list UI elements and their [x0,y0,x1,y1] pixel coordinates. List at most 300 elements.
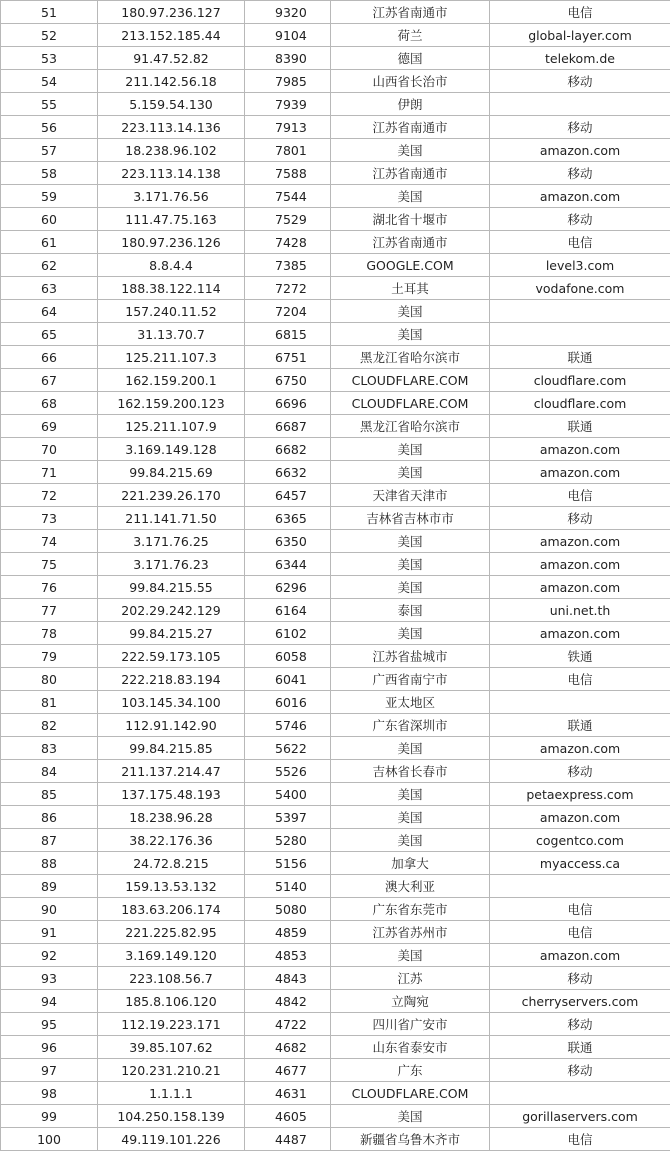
count-cell: 5080 [245,898,331,921]
ip-cell: 112.19.223.171 [98,1013,245,1036]
rank-cell: 88 [1,852,98,875]
isp-cell: amazon.com [490,139,670,162]
ip-cell: 202.29.242.129 [98,599,245,622]
rank-cell: 84 [1,760,98,783]
ip-cell: 180.97.236.126 [98,231,245,254]
location-cell: 江苏省南通市 [331,231,490,254]
isp-cell: amazon.com [490,944,670,967]
count-cell: 6365 [245,507,331,530]
rank-cell: 71 [1,461,98,484]
table-row [1,438,670,461]
count-cell: 6750 [245,369,331,392]
rank-cell: 74 [1,530,98,553]
table-row [1,139,670,162]
isp-cell: 移动 [490,967,670,990]
location-cell: 天津省天津市 [331,484,490,507]
count-cell: 6344 [245,553,331,576]
ip-cell: 183.63.206.174 [98,898,245,921]
count-cell: 5622 [245,737,331,760]
table-row [1,530,670,553]
count-cell: 7428 [245,231,331,254]
location-cell: 美国 [331,576,490,599]
rank-cell: 65 [1,323,98,346]
ip-cell: 8.8.4.4 [98,254,245,277]
ip-cell: 1.1.1.1 [98,1082,245,1105]
count-cell: 6041 [245,668,331,691]
rank-cell: 55 [1,93,98,116]
count-cell: 9104 [245,24,331,47]
rank-cell: 81 [1,691,98,714]
location-cell: 加拿大 [331,852,490,875]
count-cell: 6296 [245,576,331,599]
isp-cell: uni.net.th [490,599,670,622]
location-cell: 美国 [331,323,490,346]
count-cell: 5280 [245,829,331,852]
table-row [1,1013,670,1036]
isp-cell: 铁通 [490,645,670,668]
rank-cell: 52 [1,24,98,47]
rank-cell: 67 [1,369,98,392]
isp-cell: amazon.com [490,553,670,576]
count-cell: 4682 [245,1036,331,1059]
count-cell: 6164 [245,599,331,622]
isp-cell: amazon.com [490,461,670,484]
isp-cell: 移动 [490,760,670,783]
table-body [1,1,670,1151]
location-cell: CLOUDFLARE.COM [331,392,490,415]
table-row [1,737,670,760]
rank-cell: 60 [1,208,98,231]
count-cell: 6102 [245,622,331,645]
rank-cell: 86 [1,806,98,829]
ip-cell: 31.13.70.7 [98,323,245,346]
ip-cell: 99.84.215.27 [98,622,245,645]
isp-cell [490,1082,670,1105]
location-cell: 江苏省南通市 [331,116,490,139]
ip-cell: 222.59.173.105 [98,645,245,668]
ip-cell: 211.141.71.50 [98,507,245,530]
table-row [1,231,670,254]
isp-cell [490,691,670,714]
table-row [1,921,670,944]
ip-cell: 188.38.122.114 [98,277,245,300]
table-row [1,553,670,576]
rank-cell: 89 [1,875,98,898]
table-row [1,806,670,829]
count-cell: 4631 [245,1082,331,1105]
ip-cell: 185.8.106.120 [98,990,245,1013]
isp-cell: amazon.com [490,185,670,208]
ip-cell: 211.142.56.18 [98,70,245,93]
table-row [1,668,670,691]
ip-cell: 49.119.101.226 [98,1128,245,1151]
isp-cell: amazon.com [490,576,670,599]
ip-cell: 104.250.158.139 [98,1105,245,1128]
location-cell: 广西省南宁市 [331,668,490,691]
isp-cell: 联通 [490,346,670,369]
rank-cell: 53 [1,47,98,70]
ip-cell: 125.211.107.9 [98,415,245,438]
ip-cell: 213.152.185.44 [98,24,245,47]
rank-cell: 76 [1,576,98,599]
rank-cell: 79 [1,645,98,668]
location-cell: 吉林省长春市 [331,760,490,783]
table-row [1,208,670,231]
count-cell: 7385 [245,254,331,277]
rank-cell: 87 [1,829,98,852]
table-row [1,47,670,70]
rank-cell: 51 [1,1,98,24]
location-cell: CLOUDFLARE.COM [331,1082,490,1105]
table-row [1,162,670,185]
rank-cell: 69 [1,415,98,438]
location-cell: 美国 [331,530,490,553]
rank-cell: 91 [1,921,98,944]
ip-cell: 162.159.200.1 [98,369,245,392]
table-row [1,346,670,369]
isp-cell: petaexpress.com [490,783,670,806]
ip-cell: 3.171.76.23 [98,553,245,576]
table-row [1,369,670,392]
isp-cell: 电信 [490,484,670,507]
ip-cell: 18.238.96.28 [98,806,245,829]
count-cell: 7544 [245,185,331,208]
table-row [1,461,670,484]
isp-cell: amazon.com [490,622,670,645]
isp-cell: 电信 [490,1,670,24]
count-cell: 6058 [245,645,331,668]
location-cell: 江苏省苏州市 [331,921,490,944]
rank-cell: 92 [1,944,98,967]
count-cell: 5140 [245,875,331,898]
location-cell: 美国 [331,829,490,852]
isp-cell [490,875,670,898]
isp-cell: amazon.com [490,530,670,553]
count-cell: 4859 [245,921,331,944]
isp-cell: cloudflare.com [490,369,670,392]
isp-cell: cherryservers.com [490,990,670,1013]
rank-cell: 83 [1,737,98,760]
location-cell: 立陶宛 [331,990,490,1013]
table-row [1,116,670,139]
location-cell: 美国 [331,737,490,760]
count-cell: 4677 [245,1059,331,1082]
table-row [1,691,670,714]
location-cell: 美国 [331,553,490,576]
ip-cell: 159.13.53.132 [98,875,245,898]
rank-cell: 64 [1,300,98,323]
table-row [1,1128,670,1151]
rank-cell: 63 [1,277,98,300]
count-cell: 7204 [245,300,331,323]
location-cell: 广东省东莞市 [331,898,490,921]
table-row [1,852,670,875]
ip-cell: 221.239.26.170 [98,484,245,507]
rank-cell: 58 [1,162,98,185]
table-row [1,323,670,346]
rank-cell: 59 [1,185,98,208]
table-row [1,185,670,208]
ip-cell: 3.169.149.120 [98,944,245,967]
isp-cell: 电信 [490,921,670,944]
rank-cell: 99 [1,1105,98,1128]
table-row [1,599,670,622]
table-row [1,415,670,438]
table-row [1,1036,670,1059]
isp-cell: telekom.de [490,47,670,70]
isp-cell: 联通 [490,1036,670,1059]
rank-cell: 77 [1,599,98,622]
count-cell: 5156 [245,852,331,875]
rank-cell: 97 [1,1059,98,1082]
ip-cell: 223.113.14.138 [98,162,245,185]
isp-cell [490,323,670,346]
ip-cell: 24.72.8.215 [98,852,245,875]
location-cell: 美国 [331,622,490,645]
isp-cell: 电信 [490,668,670,691]
location-cell: 泰国 [331,599,490,622]
table-row [1,829,670,852]
ip-cell: 180.97.236.127 [98,1,245,24]
count-cell: 6682 [245,438,331,461]
isp-cell: 移动 [490,1013,670,1036]
rank-cell: 61 [1,231,98,254]
location-cell: 新疆省乌鲁木齐市 [331,1128,490,1151]
count-cell: 4853 [245,944,331,967]
table-row [1,93,670,116]
ip-cell: 38.22.176.36 [98,829,245,852]
count-cell: 7529 [245,208,331,231]
isp-cell: 移动 [490,208,670,231]
count-cell: 5400 [245,783,331,806]
count-cell: 5526 [245,760,331,783]
table-row [1,300,670,323]
location-cell: 美国 [331,461,490,484]
isp-cell: myaccess.ca [490,852,670,875]
count-cell: 4842 [245,990,331,1013]
location-cell: 湖北省十堰市 [331,208,490,231]
count-cell: 7272 [245,277,331,300]
ip-cell: 99.84.215.85 [98,737,245,760]
table-row [1,1082,670,1105]
isp-cell: 移动 [490,1059,670,1082]
ip-cell: 211.137.214.47 [98,760,245,783]
location-cell: 美国 [331,300,490,323]
table-row [1,645,670,668]
count-cell: 5397 [245,806,331,829]
table-row [1,714,670,737]
isp-cell [490,300,670,323]
rank-cell: 57 [1,139,98,162]
ip-cell: 221.225.82.95 [98,921,245,944]
table-row [1,1105,670,1128]
ip-cell: 3.171.76.56 [98,185,245,208]
rank-cell: 68 [1,392,98,415]
rank-cell: 96 [1,1036,98,1059]
ip-cell: 103.145.34.100 [98,691,245,714]
table-row [1,944,670,967]
location-cell: 江苏 [331,967,490,990]
location-cell: 荷兰 [331,24,490,47]
rank-cell: 54 [1,70,98,93]
location-cell: 伊朗 [331,93,490,116]
count-cell: 6457 [245,484,331,507]
rank-cell: 100 [1,1128,98,1151]
ip-cell: 99.84.215.69 [98,461,245,484]
count-cell: 7913 [245,116,331,139]
location-cell: 美国 [331,185,490,208]
isp-cell: amazon.com [490,737,670,760]
isp-cell: gorillaservers.com [490,1105,670,1128]
table-row [1,783,670,806]
table-row [1,484,670,507]
ip-cell: 223.108.56.7 [98,967,245,990]
ip-cell: 137.175.48.193 [98,783,245,806]
location-cell: CLOUDFLARE.COM [331,369,490,392]
rank-cell: 95 [1,1013,98,1036]
table-row [1,1059,670,1082]
isp-cell [490,93,670,116]
rank-cell: 85 [1,783,98,806]
count-cell: 6751 [245,346,331,369]
count-cell: 9320 [245,1,331,24]
rank-cell: 75 [1,553,98,576]
rank-cell: 93 [1,967,98,990]
location-cell: 山东省泰安市 [331,1036,490,1059]
rank-cell: 80 [1,668,98,691]
count-cell: 5746 [245,714,331,737]
isp-cell: global-layer.com [490,24,670,47]
isp-cell: 电信 [490,231,670,254]
location-cell: 黑龙江省哈尔滨市 [331,415,490,438]
isp-cell: 移动 [490,162,670,185]
isp-cell: cogentco.com [490,829,670,852]
table-row [1,898,670,921]
ip-cell: 112.91.142.90 [98,714,245,737]
rank-cell: 62 [1,254,98,277]
location-cell: 江苏省南通市 [331,162,490,185]
rank-cell: 90 [1,898,98,921]
isp-cell: 移动 [490,70,670,93]
ip-cell: 162.159.200.123 [98,392,245,415]
isp-cell: 联通 [490,714,670,737]
location-cell: GOOGLE.COM [331,254,490,277]
ip-cell: 91.47.52.82 [98,47,245,70]
location-cell: 广东 [331,1059,490,1082]
table-row [1,967,670,990]
ip-cell: 39.85.107.62 [98,1036,245,1059]
location-cell: 亚太地区 [331,691,490,714]
count-cell: 4722 [245,1013,331,1036]
isp-cell: 电信 [490,898,670,921]
table-row [1,392,670,415]
rank-cell: 56 [1,116,98,139]
ip-cell: 3.171.76.25 [98,530,245,553]
table-row [1,990,670,1013]
count-cell: 4605 [245,1105,331,1128]
count-cell: 7801 [245,139,331,162]
location-cell: 美国 [331,1105,490,1128]
table-row [1,70,670,93]
isp-cell: 联通 [490,415,670,438]
location-cell: 黑龙江省哈尔滨市 [331,346,490,369]
location-cell: 美国 [331,806,490,829]
count-cell: 6815 [245,323,331,346]
rank-cell: 94 [1,990,98,1013]
location-cell: 美国 [331,944,490,967]
table-row [1,1,670,24]
rank-cell: 70 [1,438,98,461]
table-row [1,277,670,300]
count-cell: 6016 [245,691,331,714]
count-cell: 6696 [245,392,331,415]
ip-cell: 18.238.96.102 [98,139,245,162]
location-cell: 澳大利亚 [331,875,490,898]
location-cell: 山西省长治市 [331,70,490,93]
ip-cell: 157.240.11.52 [98,300,245,323]
ip-cell: 5.159.54.130 [98,93,245,116]
isp-cell: vodafone.com [490,277,670,300]
rank-cell: 78 [1,622,98,645]
table-row [1,24,670,47]
table-row [1,622,670,645]
ip-cell: 111.47.75.163 [98,208,245,231]
isp-cell: amazon.com [490,806,670,829]
location-cell: 吉林省吉林市市 [331,507,490,530]
location-cell: 四川省广安市 [331,1013,490,1036]
location-cell: 美国 [331,139,490,162]
table-row [1,760,670,783]
count-cell: 7588 [245,162,331,185]
isp-cell: level3.com [490,254,670,277]
count-cell: 6687 [245,415,331,438]
rank-cell: 98 [1,1082,98,1105]
count-cell: 7939 [245,93,331,116]
table-row [1,254,670,277]
location-cell: 广东省深圳市 [331,714,490,737]
count-cell: 8390 [245,47,331,70]
ip-cell: 99.84.215.55 [98,576,245,599]
location-cell: 美国 [331,438,490,461]
ip-cell: 120.231.210.21 [98,1059,245,1082]
isp-cell: 电信 [490,1128,670,1151]
isp-cell: 移动 [490,116,670,139]
table-row [1,507,670,530]
rank-cell: 73 [1,507,98,530]
ip-cell: 125.211.107.3 [98,346,245,369]
ip-cell: 3.169.149.128 [98,438,245,461]
table-row [1,576,670,599]
isp-cell: 移动 [490,507,670,530]
table-row [1,875,670,898]
location-cell: 江苏省盐城市 [331,645,490,668]
count-cell: 7985 [245,70,331,93]
isp-cell: amazon.com [490,438,670,461]
count-cell: 6632 [245,461,331,484]
ip-cell: 223.113.14.136 [98,116,245,139]
location-cell: 土耳其 [331,277,490,300]
location-cell: 德国 [331,47,490,70]
rank-cell: 82 [1,714,98,737]
count-cell: 4487 [245,1128,331,1151]
location-cell: 美国 [331,783,490,806]
location-cell: 江苏省南通市 [331,1,490,24]
count-cell: 6350 [245,530,331,553]
ip-cell: 222.218.83.194 [98,668,245,691]
count-cell: 4843 [245,967,331,990]
isp-cell: cloudflare.com [490,392,670,415]
rank-cell: 66 [1,346,98,369]
